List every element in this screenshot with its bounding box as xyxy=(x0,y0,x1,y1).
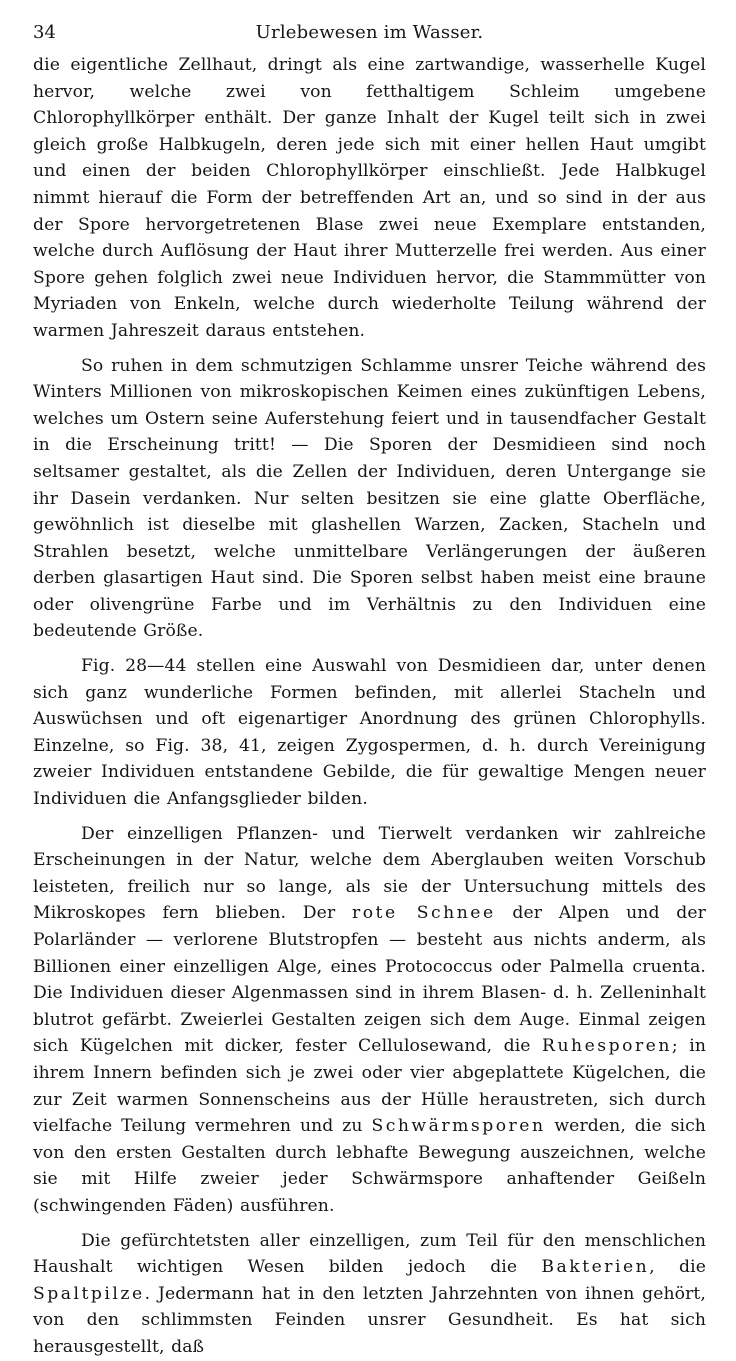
text-run: der Alpen und der Polarländer — verlorene Blutstropfen — besteht aus nichts anderm, als Billionen einer einzelligen Alge, eines Protococcus oder Palmella cruenta. Die Individuen dieser Algenmassen sind in ihrem Blasen- d. h. Zelleninhalt blutrot gefärbt. Zweierlei Gestalten zeigen sich dem Auge. Einmal zeigen sich Kügelchen mit dicker, fester Cellulosewand, die xyxy=(33,903,706,1057)
paragraph-1 xyxy=(33,52,706,345)
spaced-term-ruhesporen: Ruhesporen xyxy=(542,1036,672,1057)
page-header xyxy=(33,22,706,52)
spaced-term-schwaermsporen: Schwärmsporen xyxy=(371,1116,546,1137)
text-run: werden, die sich von den ersten Gestalten durch lebhafte Bewegung auszeichnen, welche sie mit Hilfe zweier jeder Schwärmspore anhaftender Geißeln (schwingenden Fäden) ausführen. xyxy=(33,1116,706,1216)
spaced-term-bakterien: Bakterien xyxy=(541,1257,650,1278)
text-run: Der einzelligen Pflanzen- und Tierwelt verdanken wir zahlreiche Erscheinungen in der Natur, welche dem Aberglauben weiten Vorschub leisteten, freilich nur so lange, als sie der Untersuchung mittels des Mikroskopes fern blieben. Der xyxy=(33,823,706,924)
text-run: die eigentliche Zellhaut, dringt als eine zartwandige, wasserhelle Kugel hervor, welche zwei von fetthaltigem Schleim umgebene Chlorophyllkörper enthält. Der ganze Inhalt der Kugel teilt sich in zwei gleich große Halbkugeln, deren jede sich mit einer hellen Haut umgibt und einen der beiden Chlorophyllkörper einschließt. Jede Halbkugel nimmt hierauf die Form der betreffenden Art an, und so sind in der aus der Spore hervorgetretenen Blase zwei neue Exemplare entstanden, welche durch Auflösung der Haut ihrer Mutterzelle frei werden. Aus einer Spore gehen folglich zwei neue Individuen hervor, die Stammmütter von Myriaden von Enkeln, welche durch wiederholte Teilung während der warmen Jahreszeit daraus entstehen. xyxy=(33,55,706,341)
page-number: 34 xyxy=(33,22,56,43)
text-run: Die gefürchtetsten aller einzelligen, zum Teil für den menschlichen Haushalt wichtigen Wesen bilden jedoch die xyxy=(33,1230,706,1278)
paragraph-4 xyxy=(33,821,706,1220)
spaced-term-spaltpilze: Spaltpilze xyxy=(33,1283,145,1304)
text-run: . Jedermann hat in den letzten Jahrzehnten von ihnen gehört, von den schlimmsten Feinden unsrer Gesundheit. Es hat sich herausgestellt, daß xyxy=(33,1283,706,1357)
paragraph-2 xyxy=(33,353,706,646)
paragraph-5 xyxy=(33,1228,706,1361)
paragraph-3 xyxy=(33,653,706,813)
paragraph-3-text xyxy=(33,653,706,813)
paragraph-5-text xyxy=(33,1228,706,1361)
paragraph-2-text xyxy=(33,353,706,646)
text-run: , die xyxy=(649,1257,706,1278)
text-run: So ruhen in dem schmutzigen Schlamme unsrer Teiche während des Winters Millionen von mikroskopischen Keimen eines zukünftigen Lebens, welches um Ostern seine Auferstehung feiert und in tausendfacher Gestalt in die Erscheinung tritt! — Die Sporen der Desmidieen sind noch seltsamer gestaltet, als die Zellen der Individuen, deren Untergange sie ihr Dasein verdanken. Nur selten besitzen sie eine glatte Oberfläche, gewöhnlich ist dieselbe mit glashellen Warzen, Zacken, Stacheln und Strahlen besetzt, welche unmittelbare Verlängerungen der äußeren derben glasartigen Haut sind. Die Sporen selbst haben meist eine braune oder olivengrüne Farbe und im Verhältnis zu den Individuen eine bedeutende Größe. xyxy=(33,355,706,642)
paragraph-4-text xyxy=(33,821,706,1220)
spaced-term-rote-schnee: rote Schnee xyxy=(351,903,496,924)
paragraph-1-text xyxy=(33,52,706,345)
text-run: ; in ihrem Innern befinden sich je zwei oder vier abgeplattete Kügelchen, die zur Zeit warmen Sonnenscheins aus der Hülle heraustreten, sich durch vielfache Teilung vermehren und zu xyxy=(33,1036,706,1137)
running-title: Urlebewesen im Wasser. xyxy=(255,22,484,43)
text-run: Fig. 28—44 stellen eine Auswahl von Desmidieen dar, unter denen sich ganz wunderliche Formen befinden, mit allerlei Stacheln und Auswüchsen und oft eigenartiger Anordnung des grünen Chlorophylls. Einzelne, so Fig. 38, 41, zeigen Zygospermen, d. h. durch Vereinigung zweier Individuen entstandene Gebilde, die für gewaltige Mengen neuer Individuen die Anfangsglieder bilden. xyxy=(33,656,706,810)
